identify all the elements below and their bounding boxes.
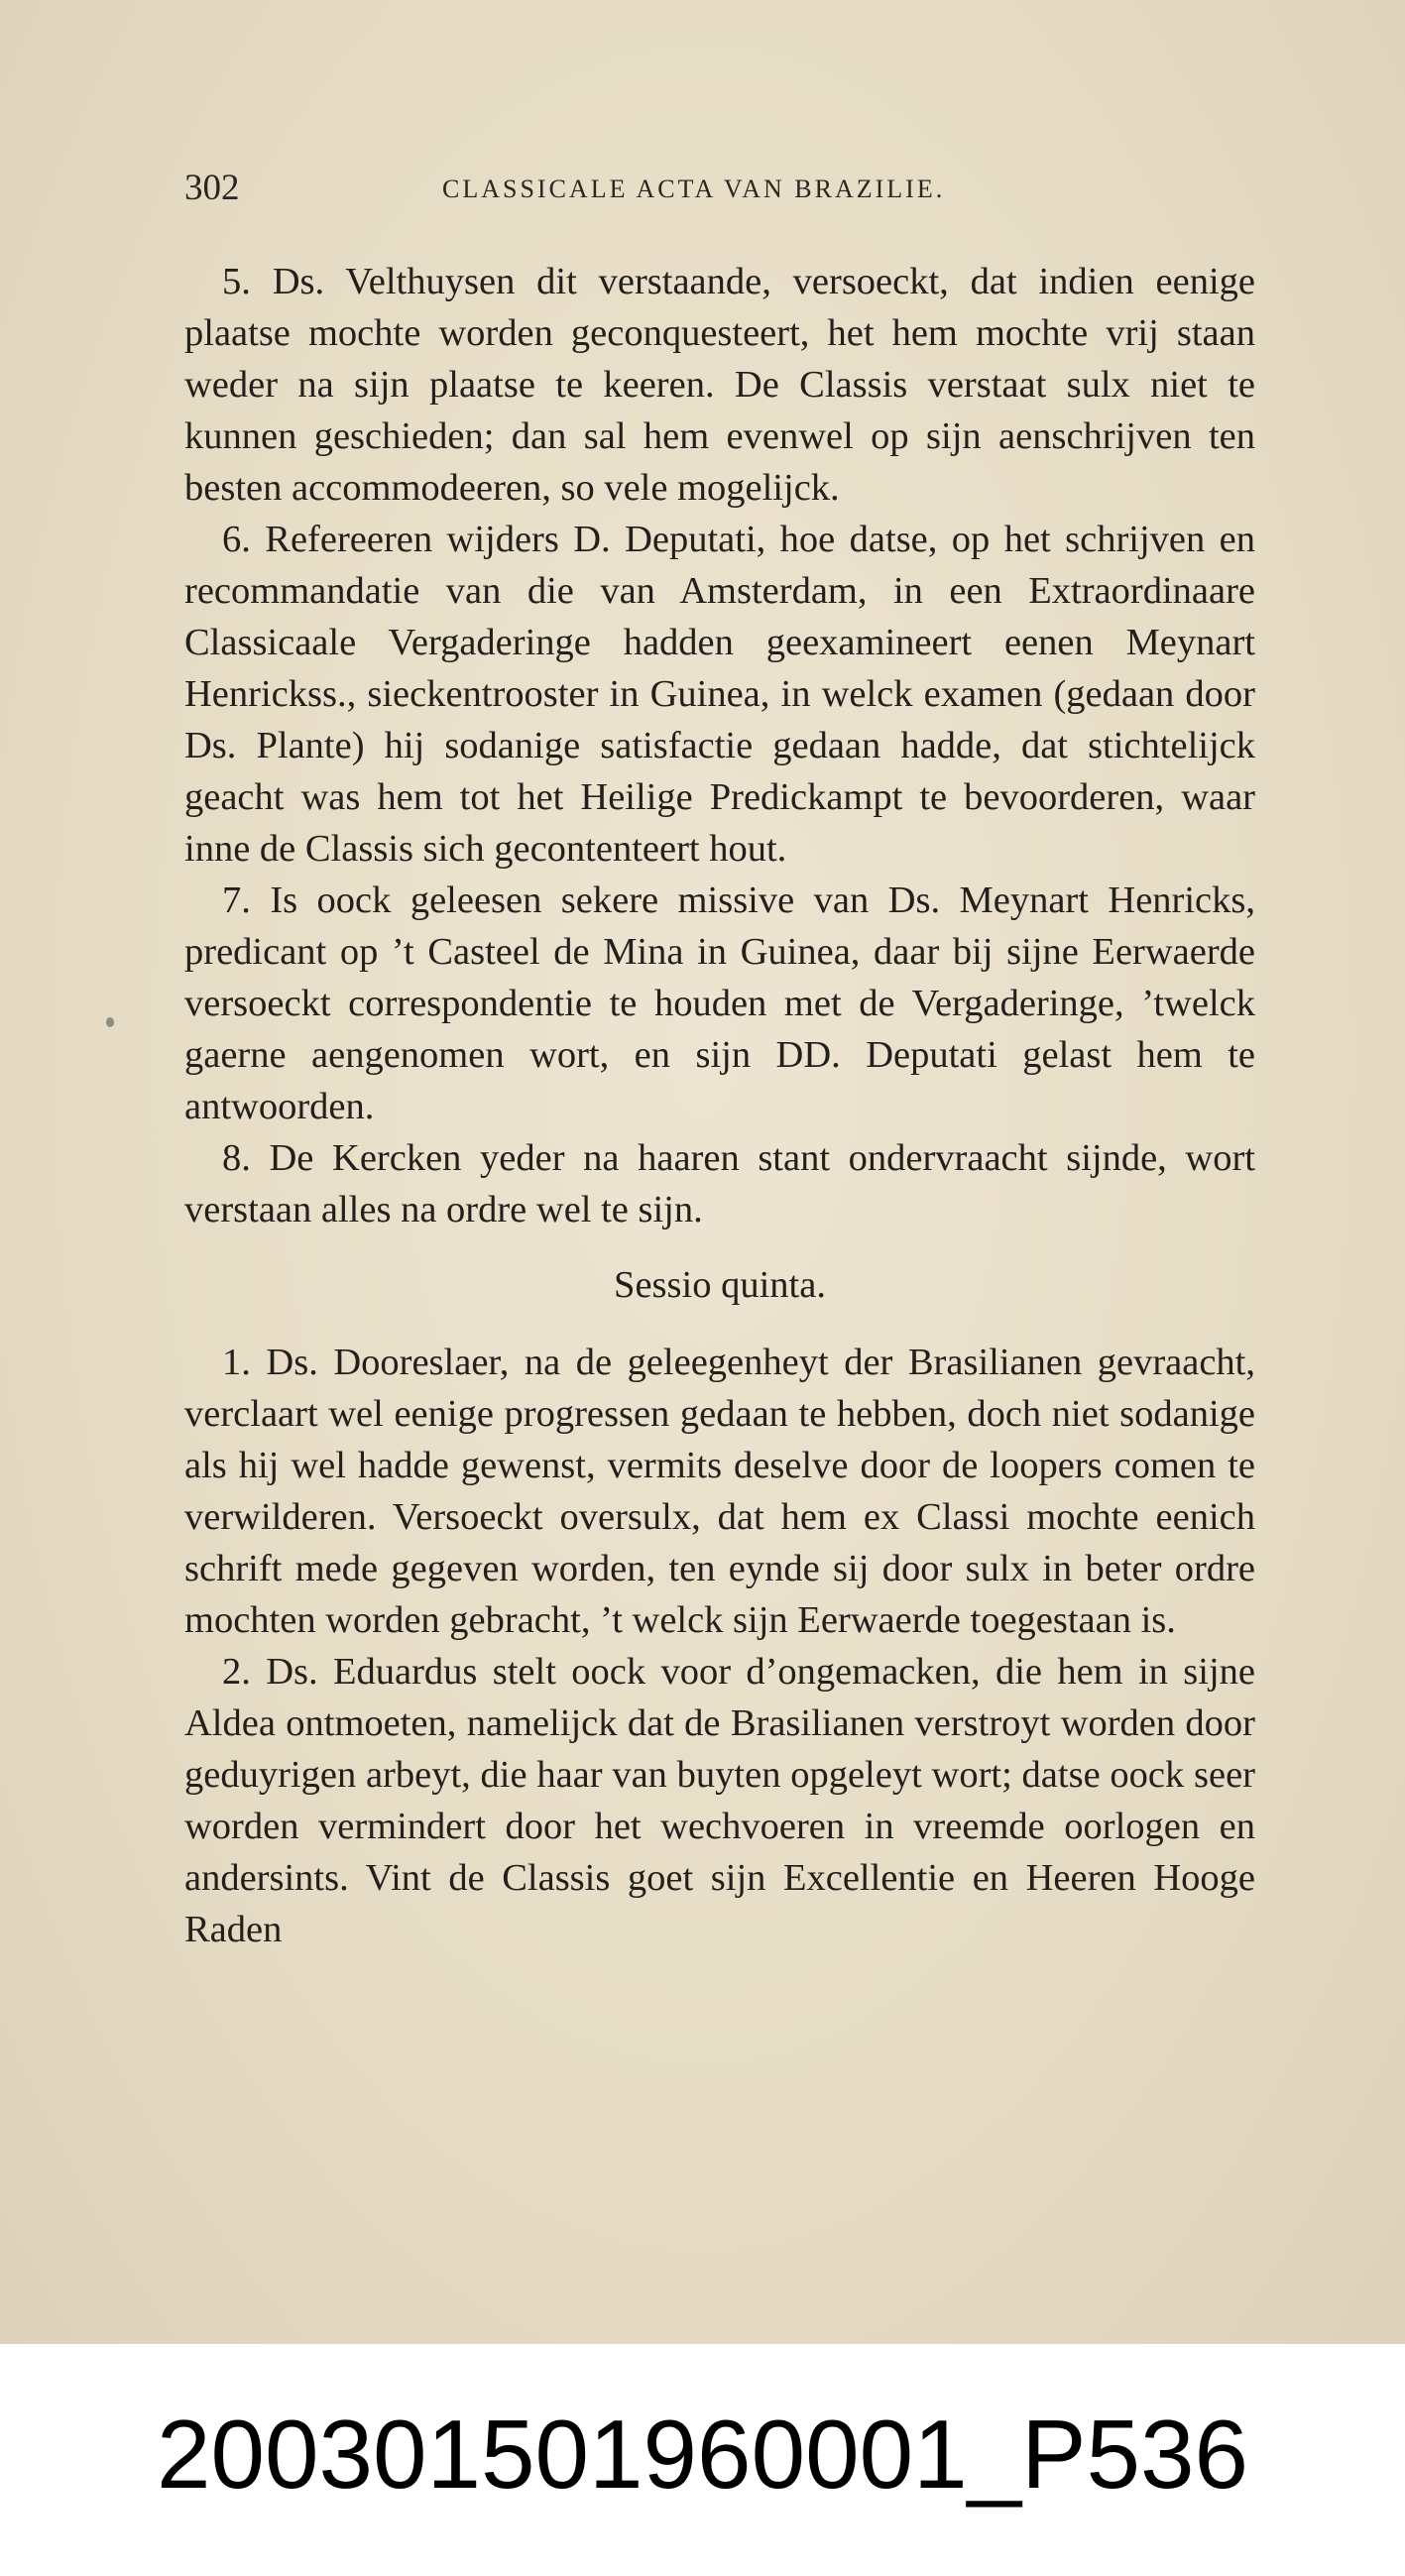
page-header	[184, 167, 1255, 216]
body-text	[184, 256, 1255, 1955]
paragraph-item-7: 7. Is oock geleesen sekere missive van Ds. Meynart Henricks, predicant op ’t Casteel de Mina in Guinea, daar bij sijne Eerwaerde versoeckt correspondentie te houden met de Vergaderinge, ’twelck gaerne aengenomen wort, en sijn DD. Deputati gelast hem te antwoorden.	[184, 879, 1255, 1127]
page-number: 302	[184, 168, 240, 208]
paper-speck	[106, 1017, 114, 1027]
paragraph-item-1: 1. Ds. Dooreslaer, na de geleegenheyt der Brasilianen gevraacht, verclaart wel eenige progressen gedaan te hebben, doch niet sodanige als hij wel hadde gewenst, vermits deselve door de loopers comen te verwilderen. Versoeckt oversulx, dat hem ex Classi mochte eenich schrift mede gegeven worden, ten eynde sij door sulx in beter ordre mochten worden gebracht, ’t welck sijn Eerwaerde toegestaan is.	[184, 1342, 1255, 1641]
identifier-label-area	[0, 2344, 1405, 2576]
paragraph-item-6: 6. Refereeren wijders D. Deputati, hoe datse, op het schrijven en recommandatie van die van Amsterdam, in een Extraordinaare Classicaale Vergaderinge hadden geexamineert eenen Meynart Henrickss., sieckentrooster in Guinea, in welck examen (gedaan door Ds. Plante) hij sodanige satisfactie gedaan hadde, dat stichtelijck geacht was hem tot het Heilige Predickampt te bevoorderen, waar inne de Classis sich gecontenteert hout.	[184, 519, 1255, 870]
identifier-label: 20030150196000​1_P536	[157, 2400, 1248, 2509]
section-heading: Sessio quinta.	[614, 1264, 826, 1306]
paragraph-item-8: 8. De Kercken yeder na haaren stant ondervraacht sijnde, wort verstaan alles na ordre wel te sijn.	[184, 1137, 1255, 1230]
paragraph-item-2: 2. Ds. Eduardus stelt oock voor d’ongemacken, die hem in sijne Aldea ontmoeten, namelijck dat de Brasilianen verstroyt worden door geduyrigen arbeyt, die haar van buyten opgeleyt wort; datse oock seer worden vermindert door het wechvoeren in vreemde oorlogen en andersints. Vint de Classis goet sijn Excellentie en Heeren Hooge Raden	[184, 1651, 1255, 1950]
paragraph-item-5: 5. Ds. Velthuysen dit verstaande, versoeckt, dat indien eenige plaatse mochte worden geconquesteert, het hem mochte vrij staan weder na sijn plaatse te keeren. De Classis verstaat sulx niet te kunnen geschieden; dan sal hem evenwel op sijn aenschrijven ten besten accommodeeren, so vele mogelijck.	[184, 261, 1255, 509]
running-head: CLASSICALE ACTA VAN BRAZILIE.	[442, 175, 946, 203]
